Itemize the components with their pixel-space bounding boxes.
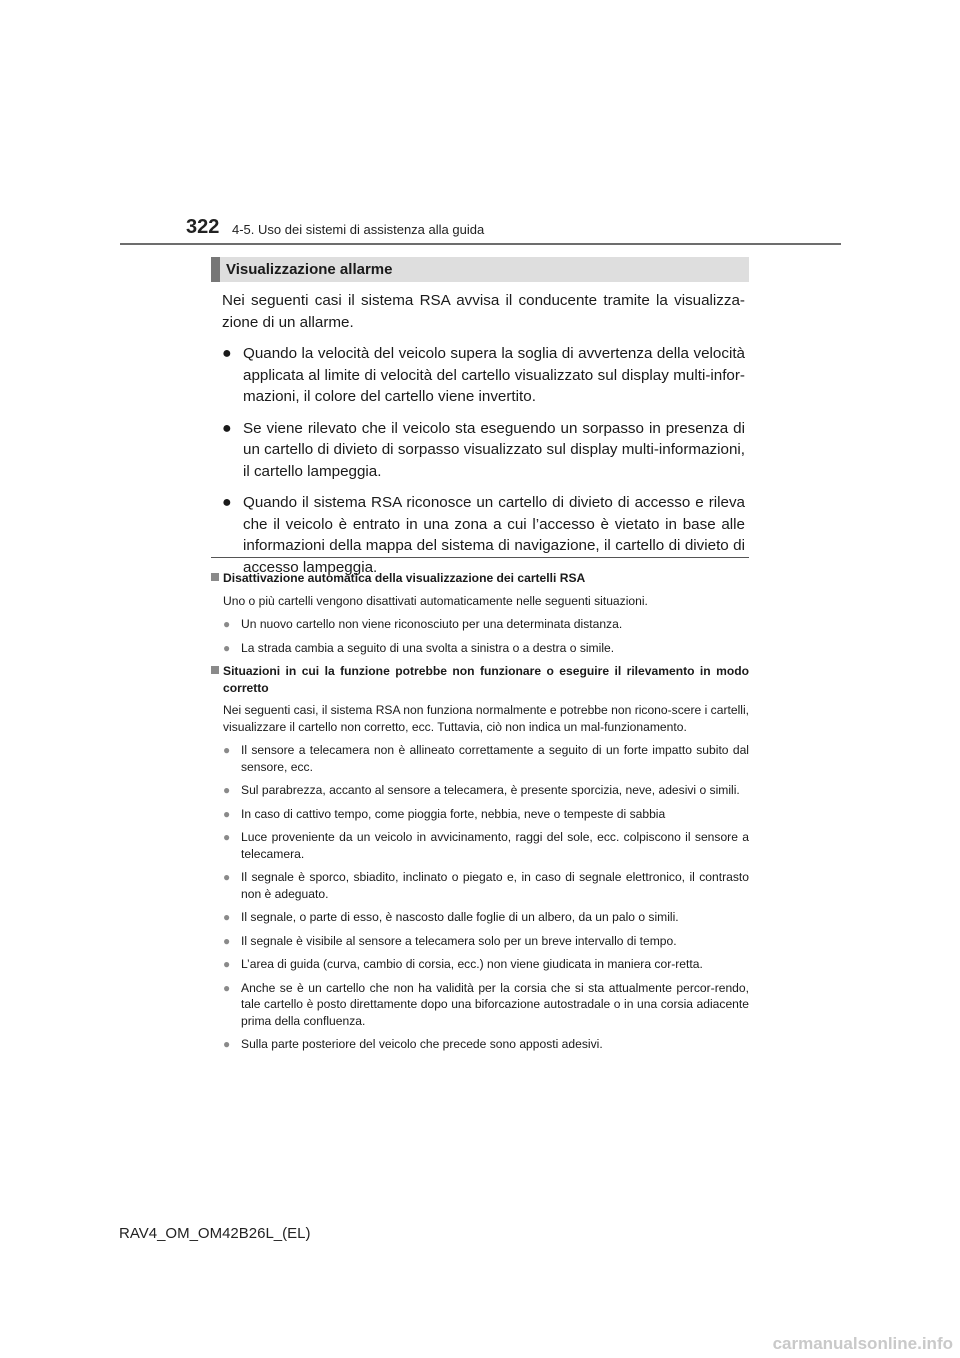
note-heading [211, 570, 749, 587]
note-bullet-text: Anche se è un cartello che non ha validità per la corsia che si sta attualmente percor-rendo, tale cartello è posto direttamente dopo una biforcazione autostradale o in una corsia adiacente prima della confluenza. [241, 980, 749, 1028]
bullet-dot-icon: ● [223, 830, 231, 844]
note-heading [211, 663, 749, 696]
bullet-text: Quando il sistema RSA riconosce un cartello di divieto di accesso e rileva che il veicolo è entrato in una zona a cui l’accesso è vietato in base alle informazioni della mappa del sistema di navigazione, il cartello di divieto di accesso lampeggia. [243, 494, 745, 576]
document-code: RAV4_OM_OM42B26L_(EL) [119, 1225, 311, 1242]
note-bullet-text: In caso di cattivo tempo, come pioggia forte, nebbia, neve o tempeste di sabbia [241, 806, 666, 821]
page-number: 322 [186, 216, 220, 238]
note-bullet [211, 1036, 749, 1053]
header-rule [120, 243, 841, 245]
bullet-item [222, 492, 745, 578]
bullet-text: Se viene rilevato che il veicolo sta eseguendo un sorpasso in presenza di un cartello di divieto di sorpasso visualizzato sul display multi-informazioni, il cartello lampeggia. [243, 419, 745, 480]
notes-block [211, 570, 749, 1060]
note-text: Uno o più cartelli vengono disattivati automaticamente nelle seguenti situazioni. [223, 593, 648, 608]
note-bullet [211, 980, 749, 1030]
section-body [222, 290, 745, 588]
note-bullet [211, 640, 749, 657]
section-title: Visualizzazione allarme [226, 261, 393, 278]
note-bullet-text: Un nuovo cartello non viene riconosciuto per una determinata distanza. [241, 617, 623, 631]
bullet-dot-icon: ● [222, 419, 232, 437]
note-bullet [211, 909, 749, 926]
bullet-dot-icon: ● [222, 494, 232, 511]
bullet-text: Quando la velocità del veicolo supera la soglia di avvertenza della velocità applicata al limite di velocità del cartello visualizzato sul display multi-infor-mazioni, il colore del cartello viene invertito. [243, 345, 745, 405]
note-bullet [211, 956, 749, 973]
note-bullet-text: Il segnale, o parte di esso, è nascosto dalle foglie di un albero, da un palo o simili. [241, 910, 679, 924]
bullet-dot-icon: ● [223, 617, 231, 631]
bullet-dot-icon: ● [223, 640, 231, 655]
note-bullet [211, 933, 749, 950]
note-bullet [211, 742, 749, 775]
note-bullet [211, 616, 749, 633]
note-bullet [211, 829, 749, 862]
note-bullet [211, 869, 749, 902]
square-bullet-icon [211, 573, 219, 581]
bullet-dot-icon: ● [223, 910, 231, 924]
square-bullet-icon [211, 666, 219, 674]
watermark: carmanualsonline.info [772, 1334, 953, 1353]
note-heading-text: Situazioni in cui la funzione potrebbe non funzionare o eseguire il rilevamento in modo corretto [223, 664, 749, 695]
note-bullet-text: L’area di guida (curva, cambio di corsia, ecc.) non viene giudicata in maniera cor-retta. [241, 957, 703, 971]
note-bullet [211, 782, 749, 799]
note-bullet-text: La strada cambia a seguito di una svolta a sinistra o a destra o simile. [241, 640, 615, 655]
bullet-dot-icon: ● [223, 743, 231, 757]
note-heading-text: Disattivazione automatica della visualizzazione dei cartelli RSA [223, 571, 586, 585]
note-bullet-text: Sulla parte posteriore del veicolo che precede sono apposti adesivi. [241, 1037, 603, 1051]
bullet-dot-icon: ● [223, 980, 231, 995]
note-bullet [211, 806, 749, 823]
bullet-dot-icon: ● [223, 806, 231, 821]
section-intro: Nei seguenti casi il sistema RSA avvisa il conducente tramite la visualizza-zione di un allarme. [222, 292, 745, 331]
bullet-item [222, 418, 745, 483]
note-bullet-text: Luce proveniente da un veicolo in avvicinamento, raggi del sole, ecc. colpiscono il sensore a telecamera. [241, 830, 749, 861]
note-bullet-text: Il segnale è visibile al sensore a telecamera solo per un breve intervallo di tempo. [241, 933, 677, 948]
note-bullet-text: Il sensore a telecamera non è allineato correttamente a seguito di un forte impatto subito dal sensore, ecc. [241, 743, 749, 774]
chapter-title: 4-5. Uso dei sistemi di assistenza alla guida [232, 222, 485, 237]
bullet-dot-icon: ● [223, 1037, 231, 1051]
bullet-dot-icon: ● [223, 783, 231, 797]
note-bullet-text: Sul parabrezza, accanto al sensore a telecamera, è presente sporcizia, neve, adesivi o simili. [241, 783, 740, 797]
bullet-dot-icon: ● [223, 870, 231, 884]
bullet-dot-icon: ● [222, 345, 232, 362]
note-bullet-text: Il segnale è sporco, sbiadito, inclinato o piegato e, in caso di segnale elettronico, il contrasto non è adeguato. [241, 870, 749, 901]
section-divider [211, 557, 749, 558]
bullet-item [222, 343, 745, 408]
bullet-dot-icon: ● [223, 933, 231, 948]
note-text: Nei seguenti casi, il sistema RSA non funziona normalmente e potrebbe non ricono-scere i cartelli, visualizzare il cartello non corretto, ecc. Tuttavia, ciò non indica un mal-funzionamento. [223, 703, 749, 734]
section-header [211, 257, 749, 282]
bullet-dot-icon: ● [223, 957, 231, 971]
